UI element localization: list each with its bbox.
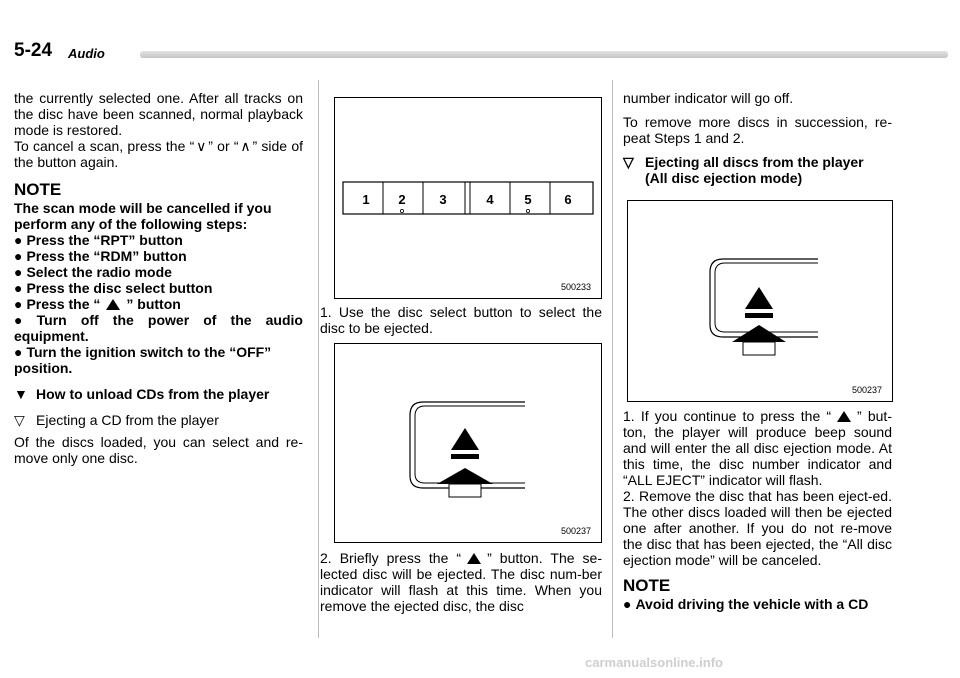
disc-select-figure [334,97,602,299]
right-column-lower [623,408,892,612]
note-bullet-driving: ● Avoid driving the vehicle with a CD [623,596,869,612]
watermark-text: carmanualsonline.info [585,655,723,670]
indicator-off-text: number indicator will go off. [623,90,794,106]
figure-id: 500237 [560,526,591,536]
eject-icon [467,553,481,564]
note-heading: NOTE [14,180,62,199]
scan-paragraph: the currently selected one. After all tracks on the disc have been scanned, normal playback mode is restored. [14,90,303,138]
eject-all-step-2: 2. Remove the disc that has been eject-ed. The other discs loaded will then be ejected one after another. If you do not re-move the disc that has been ejected, the “All disc ejection mode” will be canceled. [623,488,892,568]
outline-triangle-icon: ▽ [623,154,634,170]
disc-button-2: 2 [398,192,406,207]
note-bullet-ignition: ● Turn the ignition switch to the “OFF” position. [14,344,272,376]
page-header [14,40,949,70]
page-number: 5-24 [14,40,53,61]
disc-button-3: 3 [439,192,447,207]
note-heading: NOTE [623,576,671,595]
note-bullet-disc-select: ● Press the disc select button [14,280,213,296]
note-intro: The scan mode will be cancelled if you perform any of the following steps: [14,200,272,232]
eject-one-paragraph: Of the discs loaded, you can select and re-move only one disc. [14,434,303,466]
column-divider [318,80,319,638]
cancel-scan-paragraph: To cancel a scan, press the “ ∨ ” or “ ∧ ” side of the button again. [14,138,303,170]
eject-all-figure [627,200,893,402]
note-bullet-eject: ● Press the “ ” button [14,296,181,312]
note-bullet-power: ● Turn off the power of the audio equipment. [14,312,303,344]
eject-button-figure [334,343,602,543]
eject-button-illustration [335,344,601,542]
figure-id: 500233 [560,282,591,292]
up-arrow-icon: ∧ [240,138,251,154]
right-column-upper [623,90,892,186]
middle-column-lower [320,550,602,620]
column-divider [612,80,613,638]
unload-heading: ▼ How to unload CDs from the player [14,386,270,402]
down-arrow-icon: ∨ [196,138,207,154]
repeat-steps-text: To remove more discs in succession, re-peat Steps 1 and 2. [623,114,892,146]
disc-button-6: 6 [564,192,572,207]
eject-all-heading: ▽ Ejecting all discs from the player [623,154,864,170]
eject-all-illustration [628,201,892,401]
disc-button-1: 1 [362,192,370,207]
disc-select-illustration [335,98,601,298]
disc-button-4: 4 [486,192,494,207]
left-column [14,90,303,472]
section-title: Audio [68,46,105,61]
filled-triangle-icon: ▼ [14,386,28,402]
outline-triangle-icon: ▽ [14,412,25,428]
note-bullet-rdm: ● Press the “RDM” button [14,248,187,264]
step-2-text: 2. Briefly press the “ ” button. The se-lected disc will be ejected. The disc num-ber indicator will flash at this time. When you remove the ejected disc, the disc [320,550,602,614]
disc-button-5: 5 [524,192,532,207]
header-rule [140,51,948,58]
eject-one-heading: ▽ Ejecting a CD from the player [14,412,219,428]
note-bullet-radio: ● Select the radio mode [14,264,172,280]
middle-column-upper [320,304,602,342]
eject-icon [106,299,120,310]
eject-all-step-1: 1. If you continue to press the “ ” but-ton, the player will produce beep sound and will enter the all disc ejection mode. At this time, the disc number indicator and “ALL EJECT” indicator will flash. [623,408,892,488]
eject-all-heading-mode: (All disc ejection mode) [645,170,803,186]
step-1-text: 1. Use the disc select button to select the disc to be ejected. [320,304,602,336]
figure-id: 500237 [851,385,882,395]
note-bullet-rpt: ● Press the “RPT” button [14,232,183,248]
eject-icon [837,411,851,422]
